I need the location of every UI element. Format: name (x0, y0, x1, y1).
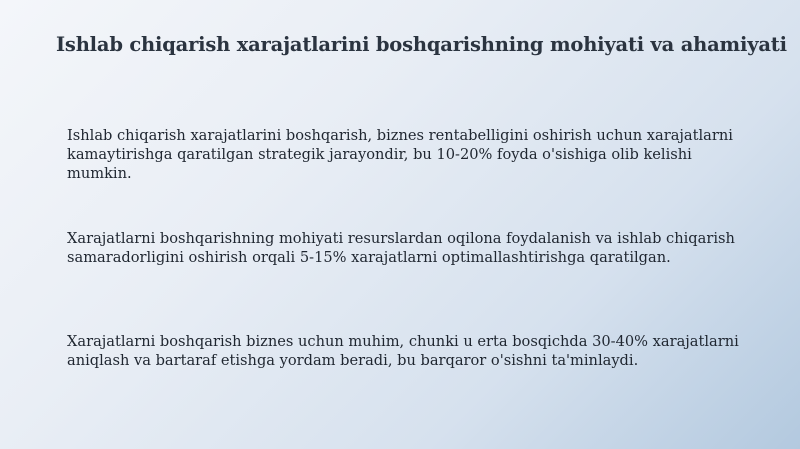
paragraph-importance: Xarajatlarni boshqarish biznes uchun muhim, chunki u erta bosqichda 30-40% xarajatlarni aniqlash va bartaraf etishga yordam beradi, bu barqaror o'sishni ta'minlaydi. (67, 333, 739, 369)
slide-title: Ishlab chiqarish xarajatlarini boshqarishning mohiyati va ahamiyati (56, 33, 787, 56)
paragraph-profitability: Ishlab chiqarish xarajatlarini boshqarish, biznes rentabelligini oshirish uchun xarajatlarni kamaytirishga qaratilgan strategik jarayondir, bu 10-20% foyda o'sishiga olib kelishi mumkin. (67, 127, 733, 182)
paragraph-essence: Xarajatlarni boshqarishning mohiyati resurslardan oqilona foydalanish va ishlab chiqarish samaradorligini oshirish orqali 5-15% xarajatlarni optimallashtirishga qaratilgan. (67, 230, 735, 266)
